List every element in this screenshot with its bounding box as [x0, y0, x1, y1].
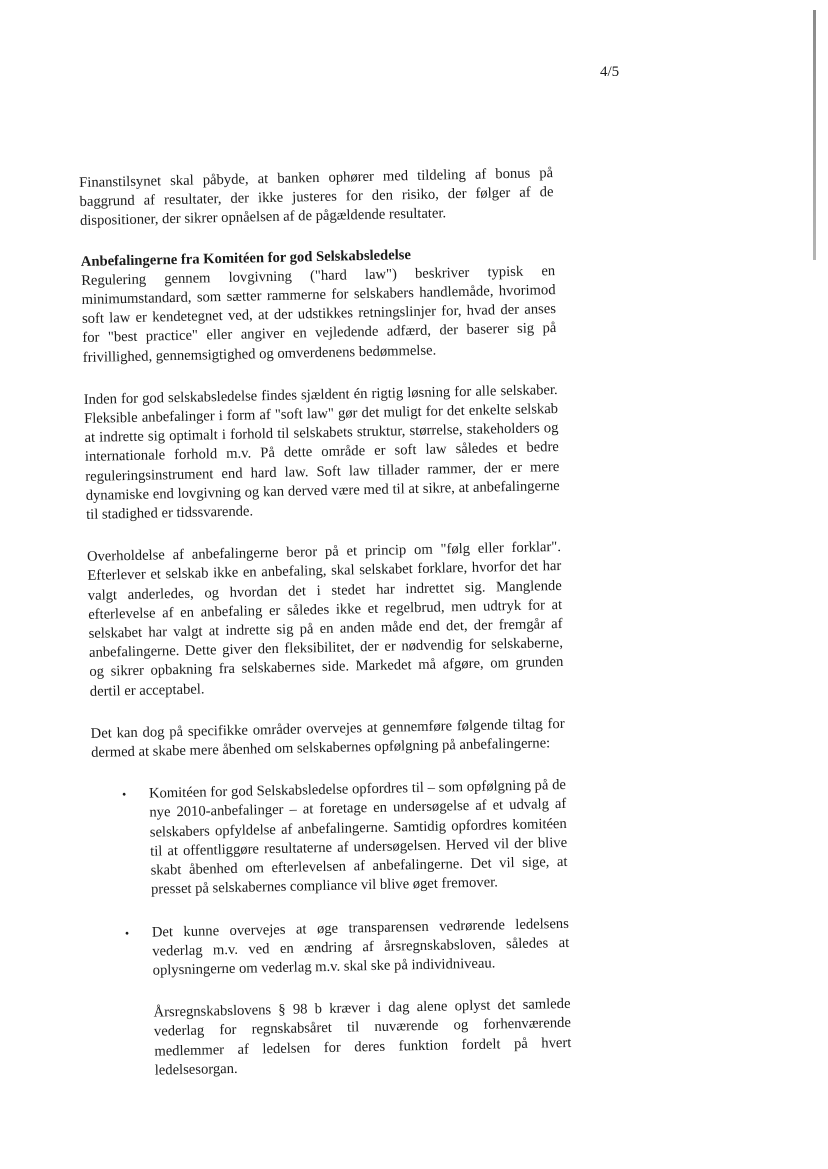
page-number: 4/5	[600, 64, 620, 80]
list-item	[124, 914, 572, 1080]
intro-paragraph: Finanstilsynet skal påbyde, at banken ophører med tildeling af bonus på baggrund af resultater, der ikke justeres for den risiko, der følger af de dispositioner, der sikrer opnåelsen af de pågældende resultater.	[79, 165, 554, 230]
list-item-text: Det kunne overvejes at øge transparensen vedrørende ledelsens vederlag m.v. ved en ændring af årsregnskabsloven, således at oplysningerne om vederlag m.v. skal ske på individniveau.	[151, 915, 570, 979]
bullet-icon: •	[121, 787, 127, 802]
proposal-list	[92, 776, 572, 1082]
list-item-text: Komitéen for god Selskabsledelse opfordres til – som opfølgning på de nye 2010-anbefalinger – at foretage en undersøgelse af et udvalg af selskabers opfyldelse af anbefalingerne. Samtidig opfordres komitéen til at offentliggøre resultaterne af undersøgelsen. Herved vil der blive skabt åbenhed om efterlevelsen af anbefalingerne. Det vil sige, at presset på selskabernes compliance vil blive øget fremover.	[148, 777, 568, 898]
body-paragraph-hard-law: Regulering gennem lovgivning ("hard law") beskriver typisk en minimumstandard, som sætter rammerne for selskabers handlemåde, hvorimod soft law er kendetegnet ved, at der udstikkes retningslinjer for, hvad der anses for "best practice" eller angiver en vejledende adfærd, der baserer sig på frivillighed, gennemsigtighed og omverdenens bedømmelse.	[81, 262, 557, 366]
body-paragraph-soft-law: Inden for god selskabsledelse findes sjældent én rigtig løsning for alle selskaber. Fleksible anbefalinger i form af "soft law" gør det muligt for det enkelte selskab at indrette sig optimalt i forhold til selskabets struktur, størrelse, stakeholders og internationale forhold m.v. På dette område er soft law således et bedre reguleringsinstrument end hard law. Soft law tillader rammer, der er mere dynamiske end lovgivning og kan derved være med til at sikre, at anbefalingerne til stadighed er tidssvarende.	[83, 381, 560, 523]
section-heading: Anbefalingerne fra Komitéen for god Selskabsledelse	[80, 246, 412, 270]
body-paragraph-proposals: Det kan dog på specifikke områder overvejes at gennemføre følgende tiltag for dermed at skabe mere åbenhed om selskabernes opfølgning på anbefalingerne:	[90, 715, 565, 761]
list-item	[121, 776, 568, 900]
scan-edge-shadow	[813, 10, 816, 260]
body-paragraph-comply-or-explain: Overholdelse af anbefalingerne beror på et princip om "følg eller forklar". Efterlever et selskab ikke en anbefaling, skal selskabet forklare, hvorfor det har valgt anderledes, og hvordan det i stedet har indrettet sig. Manglende efterlevelse af en anbefaling er således ikke et regelbrud, men udtryk for at selskabet har valgt at indrette sig på en anden måde end det, der fremgår af anbefalingerne. Dette giver den fleksibilitet, der er nødvendig for selskaberne, og sikrer opbakning fra selskabernes side. Markedet må afgøre, om grunden dertil er acceptabel.	[86, 539, 564, 700]
bullet-icon: •	[124, 925, 130, 940]
document-body	[79, 164, 572, 1082]
list-item-sub-paragraph: Årsregnskabslovens § 98 b kræver i dag alene oplyst det samlede vederlag for regnskabsåret til nuværende og forhenværende medlemmer af ledelsen for deres funktion fordelt på hvert ledelsesorgan.	[153, 996, 572, 1079]
